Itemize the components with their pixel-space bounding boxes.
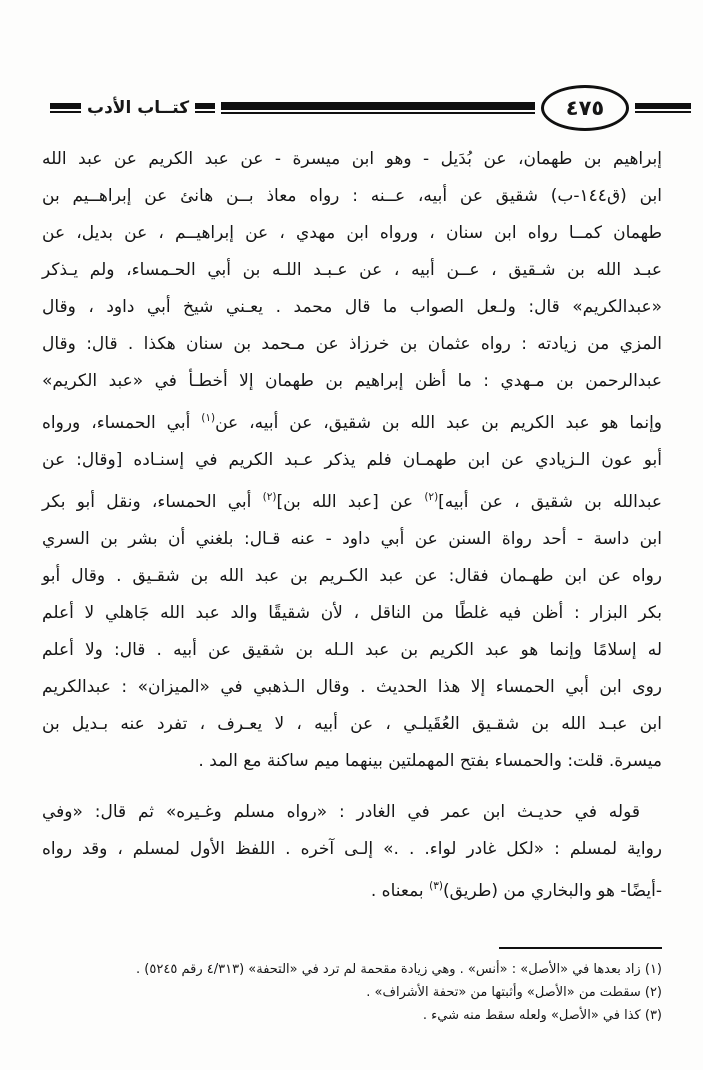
text-line: ابن داسة - أحد رواة السنن عن أبي داود - عنه قـال: بلغني أن بشر بن السري	[42, 529, 662, 549]
text-line: روى ابن أبي الحمساء إلا هذا الحديث . وقال الـذهبي في «الميزان» : عبدالكريم	[42, 677, 662, 697]
page-number: ٤٧٥	[565, 96, 605, 120]
header-rule-main	[221, 102, 535, 114]
footnotes-section	[42, 947, 662, 1027]
text-line: ميسرة. قلت: والحمساء بفتح المهملتين بينهما ميم ساكنة مع المد .	[198, 751, 662, 771]
text-line: أبو عون الـزيادي عن ابن طهمـان فلم يذكر عـبد الكريم في إسنـاده [وقال: عن	[42, 450, 662, 470]
book-section-title: كتــاب الأدب	[87, 98, 190, 118]
text-line: عبدالرحمن بن مـهدي : ما أظن إبراهيم بن طهمان إلا أخطـأ في «عبد الكريم»	[42, 371, 662, 391]
footnote-text: زاد بعدها في «الأصل» : «أنس» . وهي زيادة مقحمة لم ترد في «التحفة» (٤/٣١٣ رقم ٥٢٤٥) .	[136, 962, 641, 977]
paragraph-continuation	[42, 141, 662, 780]
header-rule-right-thick	[635, 103, 691, 109]
paragraph-commentary	[42, 794, 662, 910]
footnote-3	[42, 1004, 662, 1027]
text-line: وإنما هو عبد الكريم بن عبد الله بن شقيق، عن أبيه، عن$^{(١)}$ أبي الحمساء، ورواه	[42, 412, 663, 433]
text-line: ابن (ق١٤٤-ب) شقيق عن أبيه، عــنه : رواه معاذ بــن هانئ عن إبراهــيم بن	[42, 186, 662, 206]
header-rule-main-thin	[221, 112, 535, 114]
header-rule-right-thin	[635, 111, 691, 113]
footnote-text: سقطت من «الأصل» وأثبتها من «تحفة الأشراف» .	[366, 985, 641, 1000]
footnote-marker: (١)	[644, 962, 662, 977]
header-rule-left-thin	[50, 111, 81, 113]
footnote-marker: (٣)	[644, 1008, 662, 1023]
text-line: المزي من زيادته : رواه عثمان بن خرزاذ عن مـحمد بن سنان هكذا . قال: وقال	[42, 334, 662, 354]
footnote-text: كذا في «الأصل» ولعله سقط منه شيء .	[422, 1008, 641, 1023]
page-number-badge	[541, 85, 629, 131]
header-rule-mid-thick	[195, 103, 215, 109]
footnote-1	[42, 958, 662, 981]
header-rule-mid-thin	[195, 111, 215, 113]
footnote-separator-rule	[499, 947, 662, 949]
text-line: عبدالله بن شقيق ، عن أبيه]$^{(٢)}$ عن [عبد الله بن]$^{(٢)}$ أبي الحمساء، ونقل أبو بكر	[42, 491, 662, 512]
header-rule-right	[635, 103, 691, 113]
text-line: عبـد الله بن شـقيق ، عــن أبيه ، عن عـبـد اللـه بن أبي الحـمساء، ولم يـذكر	[42, 260, 662, 280]
text-line: طهمان كمــا رواه ابن سنان ، ورواه ابن مهدي ، عن إبراهيــم ، عن بديل، عن	[42, 223, 662, 243]
text-line: له إسلامًا وإنما هو عبد الكريم بن عبد الـله بن شقيق عن أبيه . قال: ولا أعلم	[42, 640, 662, 660]
header-rule-left	[50, 103, 81, 113]
text-line: بكر البزار : أظن فيه غلطًا من الناقل ، لأن شقيقًا والد عبد الله جَاهلي لا أعلم	[42, 603, 662, 623]
footnote-marker: (٢)	[644, 985, 662, 1000]
text-line: -أيضًا- هو والبخاري من (طريق)$^{(٣)}$ بمعناه .	[370, 880, 662, 901]
text-line: ابن عبـد الله بن شقـيق العُقَيلـي ، عن أبيه ، لا يعـرف ، تفرد عنه بـديل بن	[42, 714, 662, 734]
page-header	[50, 84, 691, 132]
text-line: قوله في حديـث ابن عمر في الغادر : «رواه مسلم وغـيره» ثم قال: «وفي	[42, 802, 640, 822]
header-rule-mid	[195, 103, 215, 113]
text-line: رواه عن ابن طهـمان فقال: عن عبد الكـريم بن عبد الله بن شقـيق . وقال أبو	[42, 566, 662, 586]
header-rule-left-thick	[50, 103, 81, 109]
footnote-2	[42, 981, 662, 1004]
text-line: «عبدالكريم» قال: ولـعل الصواب ما قال محمد . يعـني شيخ أبي داود ، وقال	[42, 297, 662, 317]
header-rule-main-thick	[221, 102, 535, 110]
main-text	[42, 141, 662, 910]
text-line: إبراهيم بن طهمان، عن بُدَيل - وهو ابن ميسرة - عن عبد الكريم عن عبد الله	[42, 149, 662, 169]
text-line: رواية لمسلم : «لكل غادر لواء. . .» إلـى آخره . اللفظ الأول لمسلم ، وقد رواه	[42, 839, 662, 859]
